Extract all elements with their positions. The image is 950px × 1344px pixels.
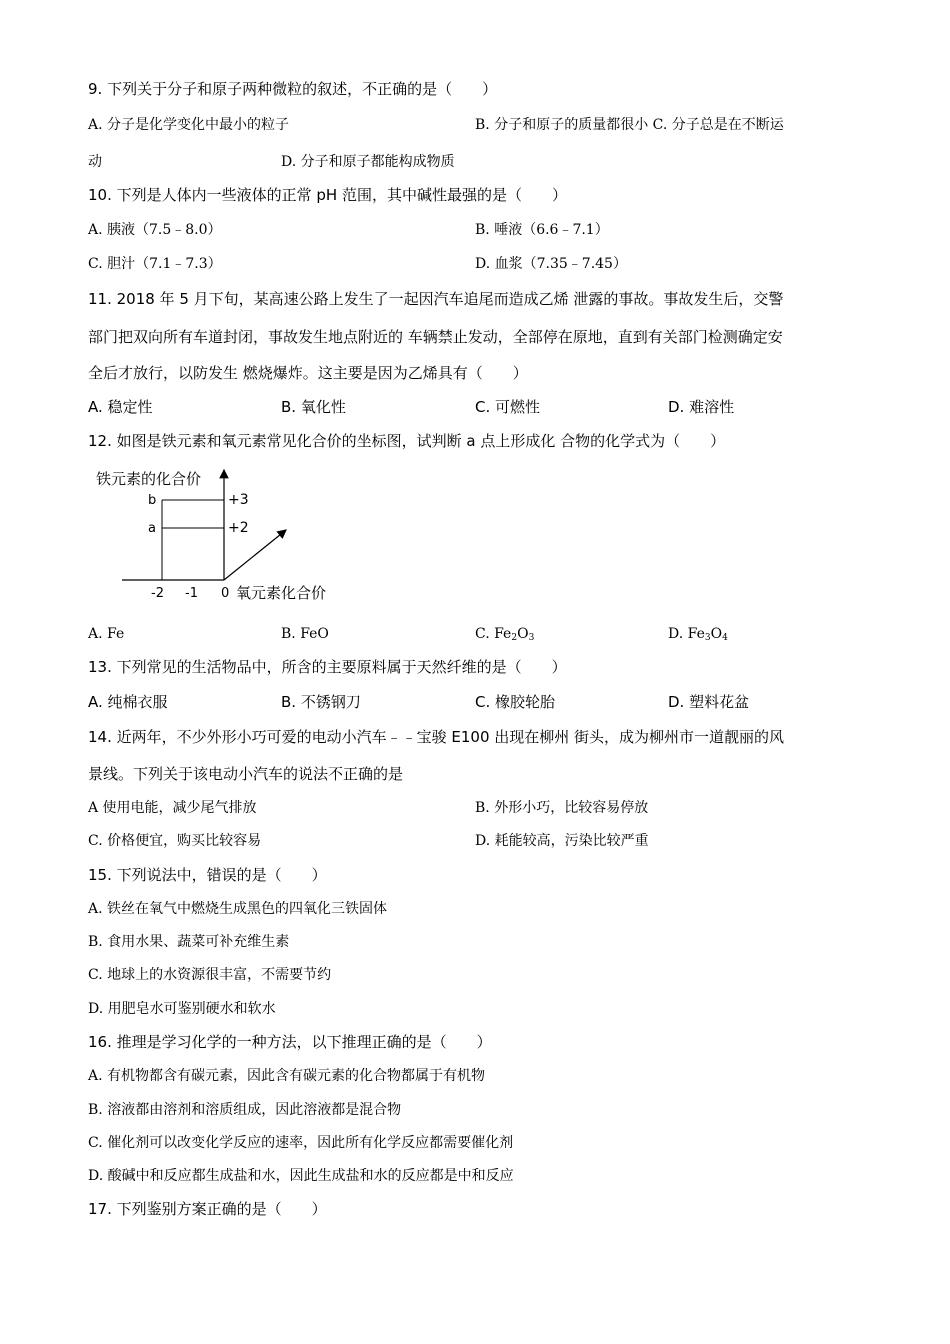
question-16-option-b: B. 溶液都由溶剂和溶质组成，因此溶液都是混合物 <box>88 1102 402 1118</box>
question-9-option-d: D. 分子和原子都能构成物质 <box>281 154 455 170</box>
question-12-option-a: A. Fe <box>88 626 125 642</box>
question-16-option-a: A. 有机物都含有碳元素，因此含有碳元素的化合物都属于有机物 <box>88 1068 486 1084</box>
chart-x-axis-title: 氧元素化合价 <box>236 584 327 602</box>
question-15-option-c: C. 地球上的水资源很丰富，不需要节约 <box>88 967 332 983</box>
question-10-option-c: C. 胆汁（7.1﹣7.3） <box>88 256 222 272</box>
question-15-option-d: D. 用肥皂水可鉴别硬水和软水 <box>88 1001 276 1017</box>
question-9-option-c-wrap: 动 <box>88 154 102 170</box>
chart-y-axis-title: 铁元素的化合价 <box>96 470 202 488</box>
question-10-option-d: D. 血浆（7.35﹣7.45） <box>475 256 627 272</box>
question-12-stem: 12. 如图是铁元素和氧元素常见化合价的坐标图，试判断 a 点上形成化 合物的化学式为（ ） <box>88 432 726 450</box>
question-14-option-a: A 使用电能，减少尾气排放 <box>88 800 257 816</box>
question-13-option-c: C. 橡胶轮胎 <box>475 693 556 711</box>
chart-diagonal-arrow <box>224 530 286 580</box>
question-9-option-a: A. 分子是化学变化中最小的粒子 <box>88 117 290 133</box>
question-12-option-b: B. FeO <box>281 626 329 642</box>
question-11-line-3: 全后才放行，以防发生 燃烧爆炸。这主要是因为乙烯具有（ ） <box>88 364 528 382</box>
question-9-stem: 9. 下列关于分子和原子两种微粒的叙述，不正确的是（ ） <box>88 80 498 98</box>
chart-point-label-a: a <box>148 521 156 536</box>
chart-x-tick-neg2: -2 <box>151 586 164 601</box>
question-11-line-2: 部门把双向所有车道封闭，事故发生地点附近的 车辆禁止发动，全部停在原地，直到有关部门检测确定安 <box>88 328 783 346</box>
question-14-option-d: D. 耗能较高，污染比较严重 <box>475 833 649 849</box>
question-14-option-b: B. 外形小巧，比较容易停放 <box>475 800 649 816</box>
question-9-option-b-c: B. 分子和原子的质量都很小 C. 分子总是在不断运 <box>475 117 784 133</box>
question-11-option-b: B. 氧化性 <box>281 398 346 416</box>
chart-point-label-b: b <box>148 493 157 508</box>
question-15-option-a: A. 铁丝在氧气中燃烧生成黑色的四氧化三铁固体 <box>88 901 388 917</box>
question-11-line-1: 11. 2018 年 5 月下旬，某高速公路上发生了一起因汽车追尾而造成乙烯 泄露的事故。事故发生后，交警 <box>88 290 784 308</box>
question-12-option-c: C. $Fe_2O_3$ <box>475 626 535 643</box>
question-14-line-2: 景线。下列关于该电动小汽车的说法不正确的是 <box>88 765 404 783</box>
valence-coordinate-figure <box>88 462 358 612</box>
question-11-option-a: A. 稳定性 <box>88 398 153 416</box>
question-13-option-b: B. 不锈钢刀 <box>281 693 361 711</box>
question-17-stem: 17. 下列鉴别方案正确的是（ ） <box>88 1200 327 1218</box>
question-15-option-b: B. 食用水果、蔬菜可补充维生素 <box>88 934 290 950</box>
question-16-option-d: D. 酸碱中和反应都生成盐和水，因此生成盐和水的反应都是中和反应 <box>88 1168 514 1184</box>
question-10-stem: 10. 下列是人体内一些液体的正常 pH 范围，其中碱性最强的是（ ） <box>88 186 567 204</box>
question-14-line-1: 14. 近两年，不少外形小巧可爱的电动小汽车﹣﹣宝骏 E100 出现在柳州 街头，成为柳州市一道靓丽的风 <box>88 728 785 746</box>
question-15-stem: 15. 下列说法中，错误的是（ ） <box>88 866 327 884</box>
chart-x-tick-0: 0 <box>221 586 230 601</box>
question-13-stem: 13. 下列常见的生活物品中，所含的主要原料属于天然纤维的是（ ） <box>88 658 567 676</box>
question-13-option-a: A. 纯棉衣服 <box>88 693 168 711</box>
question-16-stem: 16. 推理是学习化学的一种方法，以下推理正确的是（ ） <box>88 1033 492 1051</box>
chart-value-label-plus2: +2 <box>228 520 249 536</box>
question-11-option-c: C. 可燃性 <box>475 398 541 416</box>
chart-x-tick-neg1: -1 <box>185 586 198 601</box>
question-10-option-a: A. 胰液（7.5﹣8.0） <box>88 222 222 238</box>
question-10-option-b: B. 唾液（6.6﹣7.1） <box>475 222 609 238</box>
question-13-option-d: D. 塑料花盆 <box>668 693 750 711</box>
chart-value-label-plus3: +3 <box>228 492 249 508</box>
question-16-option-c: C. 催化剂可以改变化学反应的速率，因此所有化学反应都需要催化剂 <box>88 1135 514 1151</box>
question-12-option-d: D. $Fe_3O_4$ <box>668 626 728 643</box>
question-11-option-d: D. 难溶性 <box>668 398 735 416</box>
question-14-option-c: C. 价格便宜，购买比较容易 <box>88 833 262 849</box>
